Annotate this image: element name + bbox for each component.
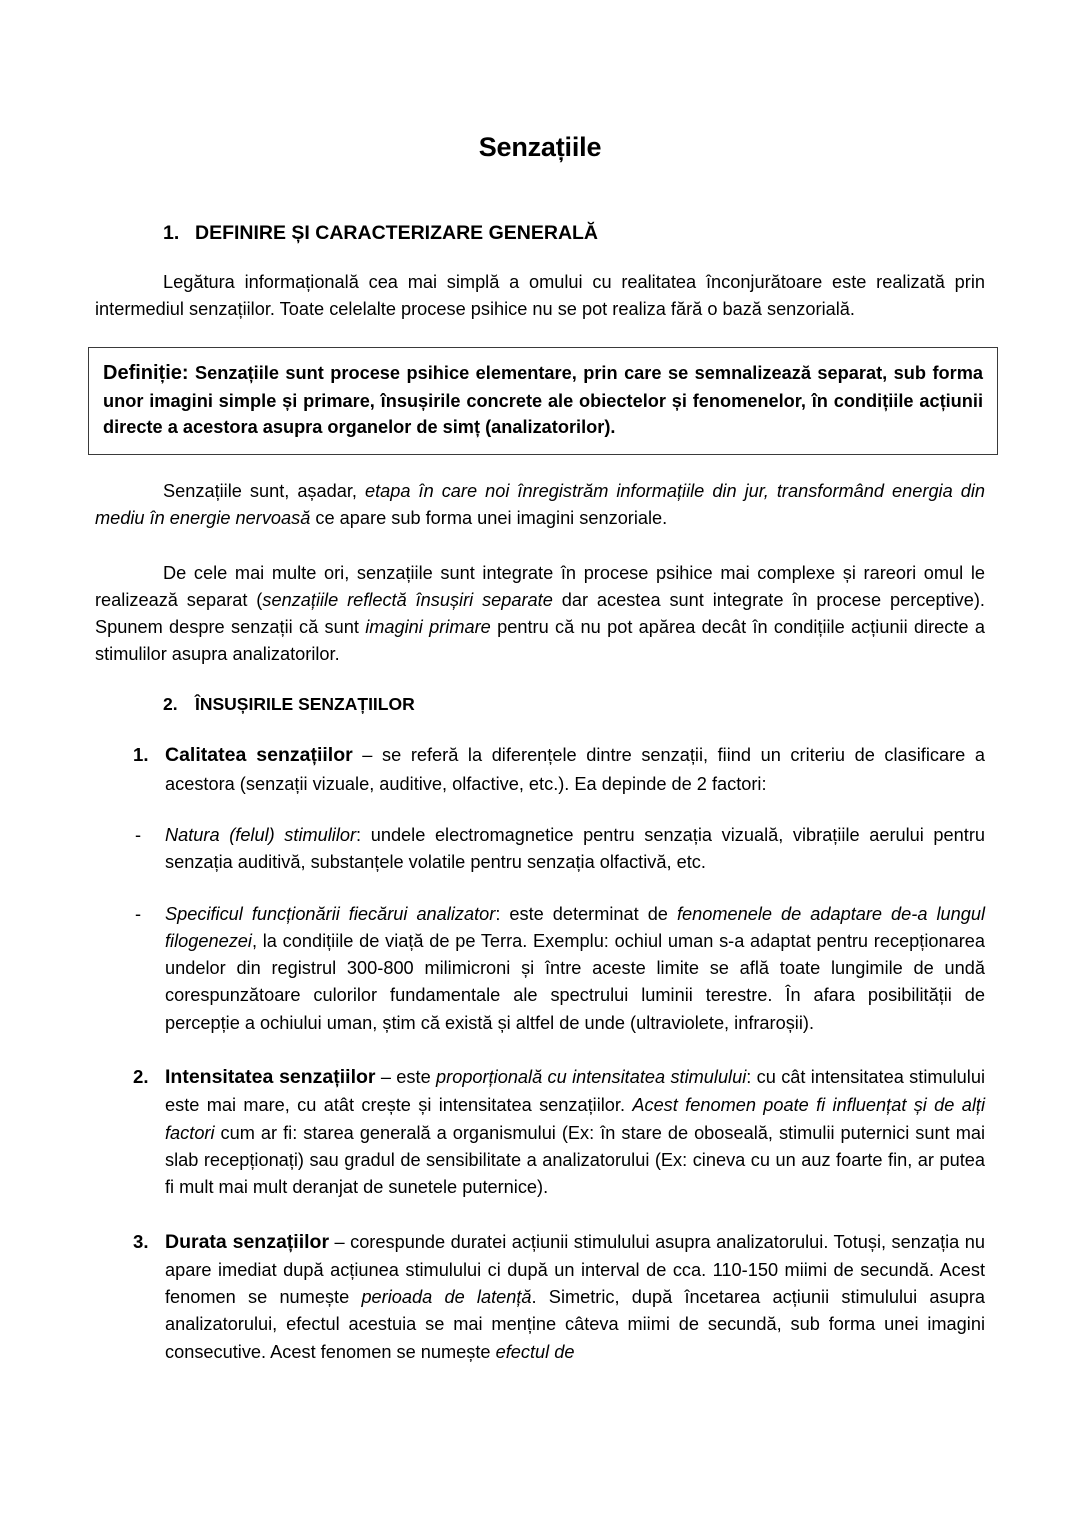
definition-text (103, 359, 983, 441)
para3-part3: pentru că nu pot apărea decât în condițiile acțiunii directe a stimulilor asupra analizatorilor. (95, 616, 985, 664)
list-item-2-part3: cum ar fi: starea generală a organismului (Ex: în stare de oboseală, stimulii puternici sunt mai slab recepționați) sau gradul de sensibilitate a analizatorului (Ex: cineva cu un auz foarte fin, ar putea fi mult mai mult deranjat de sunetele puternice). (165, 1122, 985, 1198)
list-marker-1: 1. (133, 744, 149, 766)
list-item-1-text: – se referă la diferențele dintre senzații, fiind un criteriu de clasificare a acestora (senzații vizuale, auditive, olfactive, etc.). Ea depinde de 2 factori: (165, 745, 985, 794)
section-title-1: DEFINIRE ȘI CARACTERIZARE GENERALĂ (195, 222, 599, 245)
list-item (133, 1063, 985, 1201)
list-item-1-lead: Calitatea senzațiilor (165, 744, 353, 767)
para3-part1: De cele mai multe ori, senzațiile sunt integrate în procese psihice mai complexe și rareori omul le realizează separat ( (95, 562, 985, 610)
definition-body: Senzațiile sunt procese psihice elementare, prin care se semnalizează separat, sub forma unor imagini simple și primare, însușirile concrete ale obiectelor și fenomenelor, în condițiile acțiunii directe a acestora asupra organelor de simț (analizatorilor). (103, 362, 983, 438)
definition-label: Definiție: (103, 361, 189, 384)
dash-2-part1: : este determinat de (495, 903, 677, 924)
list-item-2-italic1: proporțională cu intensitatea stimulului (436, 1067, 747, 1088)
list-item (133, 741, 985, 798)
definition-box (88, 347, 998, 455)
list-item-2-part2: : cu cât intensitatea stimulului este mai mare, cu atât crește și intensitatea senzațiilor. (165, 1067, 985, 1116)
section-heading-1 (163, 221, 985, 245)
section-number-2: 2. (163, 693, 178, 714)
list-item-3-part1: – corespunde duratei acțiunii stimulului asupra analizatorului. Totuși, senzația nu apare imediat după acțiunea stimulului ci după un interval de cca. 110-150 miimi de secundă. Acest fenomen se numește (165, 1231, 985, 1308)
list-item-2-lead: Intensitatea senzațiilor (165, 1066, 376, 1089)
list-item-3-part2: . Simetric, după încetarea acțiunii stimulului asupra analizatorului, efectul acestuia se mai menține câteva miimi de secundă, sub forma unei imagini consecutive. Acest fenomen se numește (165, 1287, 986, 1362)
dash-2-part2: , la condițiile de viață de pe Terra. Exemplu: ochiul uman s-a adaptat pentru recepționarea undelor din registrul 300-800 milimicroni și între aceste limite se află toate lungimile de undă corespunzătoare culorilor fundamentale ale spectrului luminii terestre. În afara posibilității de percepție a ochiului uman, știm că există și altfel de unde (ultraviolete, infraroșii). (165, 930, 985, 1033)
para2-italic1: etapa în care noi înregistrăm informațiile din jur, transformând energia din mediu în energie nervoasă (95, 480, 985, 528)
section-title-2: ÎNSUȘIRILE SENZAȚIILOR (195, 693, 415, 714)
list-item (133, 901, 985, 1037)
para3-italic2: imagini primare (365, 616, 491, 637)
list-item-3-italic2: efectul de (495, 1341, 575, 1362)
dash-2-italic2: fenomenele de adaptare de-a lungul filogenezei (165, 903, 985, 951)
list-marker-2: 2. (133, 1066, 149, 1088)
paragraph-intro: Legătura informațională cea mai simplă a omului cu realitatea înconjurătoare este realizată prin intermediul senzațiilor. Toate celelalte procese psihice nu se pot realiza fără o bază senzorială. (95, 271, 985, 319)
dash-marker-2: - (135, 903, 142, 924)
dash-1-text: : undele electromagnetice pentru senzația vizuală, vibrațiile aerului pentru senzația auditivă, substanțele volatile pentru senzația olfactivă, etc. (165, 825, 985, 873)
list-item-3-lead: Durata senzațiilor (165, 1230, 330, 1253)
para3-part2: dar acestea sunt integrate în procese perceptive). Spunem despre senzații că sunt (95, 589, 985, 637)
page-title: Senzațiile (478, 132, 602, 162)
list-marker-3: 3. (133, 1230, 149, 1252)
page-content (95, 0, 985, 1366)
paragraph-integrate (95, 560, 985, 668)
section-heading-2 (163, 694, 985, 716)
section-number-1: 1. (163, 222, 180, 245)
list-item-2-italic2: Acest fenomen poate fi influențat și de alți factori (165, 1095, 985, 1143)
para2-part2: ce apare sub forma unei imagini senzoriale. (310, 507, 668, 528)
para2-part1: Senzațiile sunt, așadar, (163, 480, 365, 501)
dash-1-italic1: Natura (felul) stimulilor (165, 825, 357, 845)
para3-italic1: senzațiile reflectă însușiri separate (262, 589, 553, 610)
dash-marker-1: - (135, 825, 142, 845)
list-item-2-part1: – este (375, 1067, 437, 1088)
paragraph-asadar (95, 478, 985, 532)
list-item (133, 822, 985, 877)
list-item (133, 1228, 985, 1366)
list-item-3-italic1: perioada de latență (361, 1287, 532, 1308)
dash-2-italic1: Specificul funcționării fiecărui analizator (165, 903, 496, 924)
